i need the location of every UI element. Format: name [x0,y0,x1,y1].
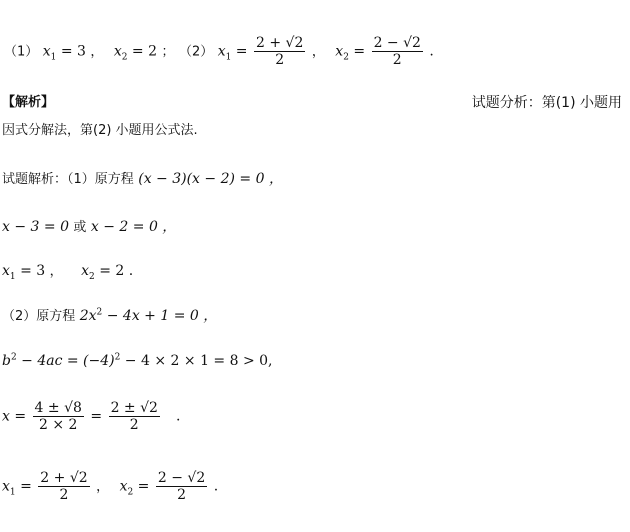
solution-line-2 [2,220,176,234]
num: 2 − [373,35,404,51]
equation: x − 3 = 0 [2,219,74,235]
comma: ， [96,479,110,495]
value: = 3 [56,43,86,60]
hint-right: 试题分析：第(1) 小题用 [471,95,622,111]
equation: − 4x + 1 = 0 ， [102,308,218,324]
sub: 2 [127,487,134,498]
equals: = [85,408,107,425]
var-x2: x [81,263,90,279]
fraction: $\frac{2 \pm √2}{2}$ [110,400,158,433]
num: 2 − [157,470,188,486]
formula-line: x = $\frac{4 \pm √8}{2 \times 2}$ = $\frac{2 \pm √2}{2}$ . [2,400,181,433]
var-x1: x [2,478,10,495]
sub: 1 [225,52,232,63]
solution-line-3: $x_1 = 3$ ， $x_2 = 2$ . [2,263,134,282]
radicand: 8 [73,400,82,416]
comma: ， [90,44,104,60]
den: 2 [392,52,402,68]
var-x2: x [335,43,344,60]
part2-label: （2）原方程 [2,309,76,324]
fraction: $\frac{2 - √2}{2}$ [373,35,421,68]
analysis-heading: 【解析】 [2,95,55,110]
radicand: 2 [412,35,421,51]
equation: (x − 3)(x − 2) = 0 ， [138,171,283,187]
solution-line-4 [2,309,217,323]
final-line: $x_1$ = $\frac{2 + √2}{2}$ ， $x_2$ = $\frac{2 - √2}{2}$ . [2,470,219,503]
fraction: $\frac{2 - √2}{2}$ [157,470,206,503]
expression: − 4 × 2 × 1 = 8 > 0, [120,353,273,369]
separator: ； [161,44,175,60]
den: 2 [59,487,69,503]
or-word: 或 [73,220,87,235]
sup: 2 [10,352,17,363]
comma: ， [311,44,325,60]
expression: − 4ac = (−4) [16,353,115,369]
radicand: 2 [294,35,304,51]
sup: 2 [114,352,121,363]
value: = 3 [15,263,46,279]
var-b: b [2,353,11,369]
radicand: 2 [149,400,158,416]
sub: 2 [343,52,349,63]
var-x2: x [113,43,122,60]
sub: 1 [9,271,16,282]
num: 2 ± [110,400,141,416]
fraction: $\frac{4 \pm √8}{2 \times 2}$ [34,400,82,433]
radicand: 2 [78,470,88,486]
sub: 1 [50,52,57,63]
den: 2 [275,52,285,68]
hint-continued: 因式分解法，第(2) 小题用公式法. [2,123,198,138]
var-x1: x [2,263,10,279]
radicand: 2 [196,470,206,486]
den: 2 [129,417,139,433]
discriminant-line [2,354,273,368]
num: 2 + [255,35,286,51]
part1-label: （1） [4,44,39,60]
sup: 2 [96,307,103,318]
var-x1: x [217,43,226,60]
solve-label: 试题解析：（1）原方程 [2,172,134,187]
equation: 2x [79,308,97,324]
value: = 2 [127,43,158,60]
num: 4 ± [34,400,65,416]
den: 2 × 2 [39,417,78,433]
fraction: $\frac{2 + √2}{2}$ [40,470,88,503]
fraction: $\frac{2 + √2}{2}$ [255,35,304,68]
equation: x − 2 = 0 ， [86,219,177,235]
value: = 2 [94,263,125,279]
sub: 1 [9,487,16,498]
var-x1: x [42,43,51,60]
num: 2 + [40,470,70,486]
part2-label: （2） [178,44,214,60]
solution-line-1 [2,172,283,186]
var-x: x = [2,408,31,425]
den: 2 [177,487,187,503]
comma: ， [49,264,63,279]
answer-line: （1） $x_1 = 3$ ， $x_2 = 2$ ； （2） $x_1$ = $\frac{2 + √2}{2}$ ， $x_2$ = $\frac{2 - √2}{2}$ . [4,35,434,68]
sub: 2 [121,52,128,63]
var-x2: x [119,478,128,495]
sub: 2 [89,271,95,282]
